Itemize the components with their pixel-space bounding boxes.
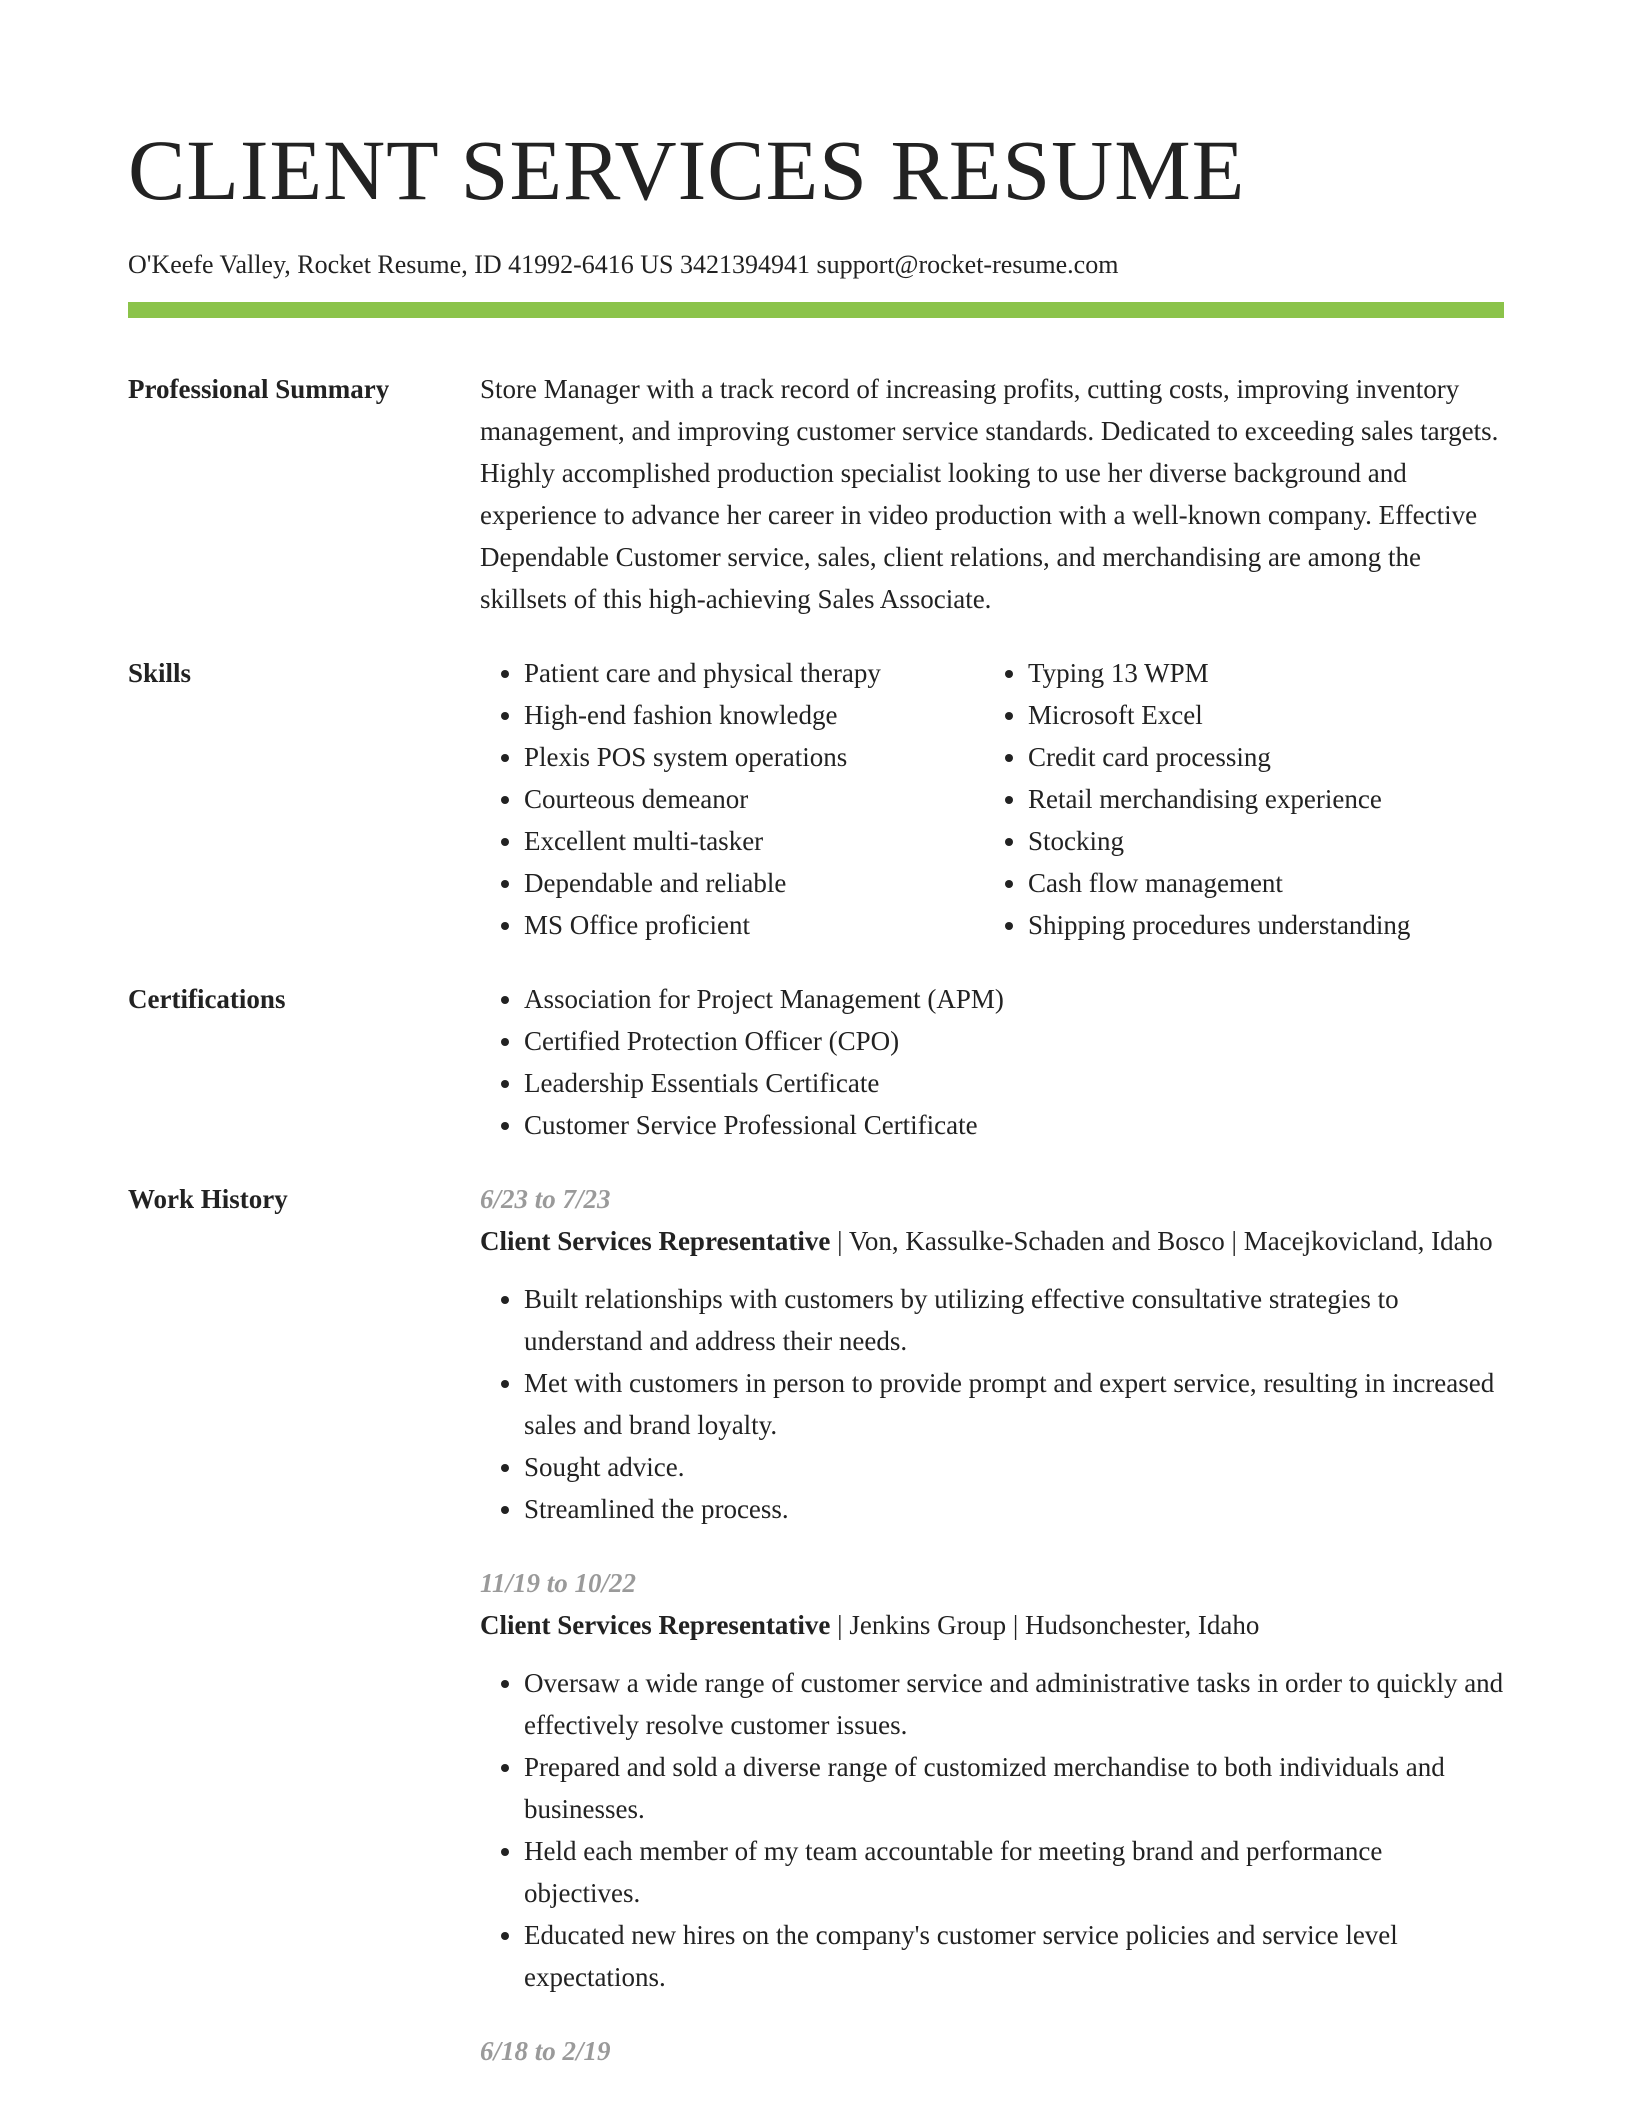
job-company-location: | Jenkins Group | Hudsonchester, Idaho [830,1610,1260,1640]
skills-section [128,652,1504,946]
skill-item: • Patient care and physical therapy [524,652,984,694]
professional-summary-section [128,368,1504,620]
resume-title: CLIENT SERVICES RESUME [128,122,1246,218]
skills-right-column [984,652,1504,946]
job-dates: 6/23 to 7/23 [480,1184,611,1214]
job-responsibilities [480,1278,1504,1530]
certifications-section [128,978,1504,1146]
job-entry [480,1562,1504,1998]
certification-item: • Customer Service Professional Certificate [524,1104,1504,1146]
job-title-line [480,1604,1504,1646]
job-company-location: | Von, Kassulke-Schaden and Bosco | Macejkovicland, Idaho [830,1226,1493,1256]
job-bullet: • Met with customers in person to provide prompt and expert service, resulting in increased sales and brand loyalty. [524,1362,1504,1446]
job-role: Client Services Representative [480,1610,831,1640]
professional-summary-text: Store Manager with a track record of increasing profits, cutting costs, improving inventory management, and improving customer service standards. Dedicated to exceeding sales targets. Highly accomplished production specialist looking to use her diverse background and experience to advance her career in video production with a well-known company. Effective Dependable Customer service, sales, client relations, and merchandising are among the skillsets of this high-achieving Sales Associate. [480,374,1499,614]
skill-item: • Cash flow management [1028,862,1504,904]
resume-page [128,0,1504,2072]
header-divider [128,302,1504,318]
skill-item: • Shipping procedures understanding [1028,904,1504,946]
job-dates: 6/18 to 2/19 [480,2036,611,2066]
skills-left-column [480,652,984,946]
job-bullet: • Oversaw a wide range of customer service and administrative tasks in order to quickly and effectively resolve customer issues. [524,1662,1504,1746]
job-bullet: • Streamlined the process. [524,1488,1504,1530]
certification-item: • Association for Project Management (APM) [524,978,1504,1020]
job-bullet: • Built relationships with customers by utilizing effective consultative strategies to understand and address their needs. [524,1278,1504,1362]
skill-item: • Courteous demeanor [524,778,984,820]
work-history-list [480,1178,1504,2072]
skill-item: • Stocking [1028,820,1504,862]
skill-item: • Plexis POS system operations [524,736,984,778]
job-dates: 11/19 to 10/22 [480,1568,637,1598]
skills-list [480,652,1504,946]
skill-item: • Microsoft Excel [1028,694,1504,736]
skill-item: • Retail merchandising experience [1028,778,1504,820]
certifications-list [480,978,1504,1146]
certification-item: • Certified Protection Officer (CPO) [524,1020,1504,1062]
skill-item: • Credit card processing [1028,736,1504,778]
work-history-heading: Work History [128,1184,288,1214]
certifications-heading: Certifications [128,984,286,1014]
job-bullet: • Educated new hires on the company's customer service policies and service level expectations. [524,1914,1504,1998]
skill-item: • Excellent multi-tasker [524,820,984,862]
job-role: Client Services Representative [480,1226,831,1256]
skill-item: • High-end fashion knowledge [524,694,984,736]
job-bullet: • Sought advice. [524,1446,1504,1488]
skills-heading: Skills [128,658,192,688]
skill-item: • Dependable and reliable [524,862,984,904]
work-history-section [128,1178,1504,2072]
job-entry [480,1178,1504,1530]
skill-item: • MS Office proficient [524,904,984,946]
certification-item: • Leadership Essentials Certificate [524,1062,1504,1104]
contact-line: O'Keefe Valley, Rocket Resume, ID 41992-6416 US 3421394941 support@rocket-resume.com [128,250,1119,279]
job-entry [480,2030,1504,2072]
job-bullet: • Prepared and sold a diverse range of customized merchandise to both individuals and businesses. [524,1746,1504,1830]
job-title-line [480,1220,1504,1262]
professional-summary-heading: Professional Summary [128,374,390,404]
skill-item: • Typing 13 WPM [1028,652,1504,694]
job-bullet: • Held each member of my team accountable for meeting brand and performance objectives. [524,1830,1504,1914]
job-responsibilities [480,1662,1504,1998]
